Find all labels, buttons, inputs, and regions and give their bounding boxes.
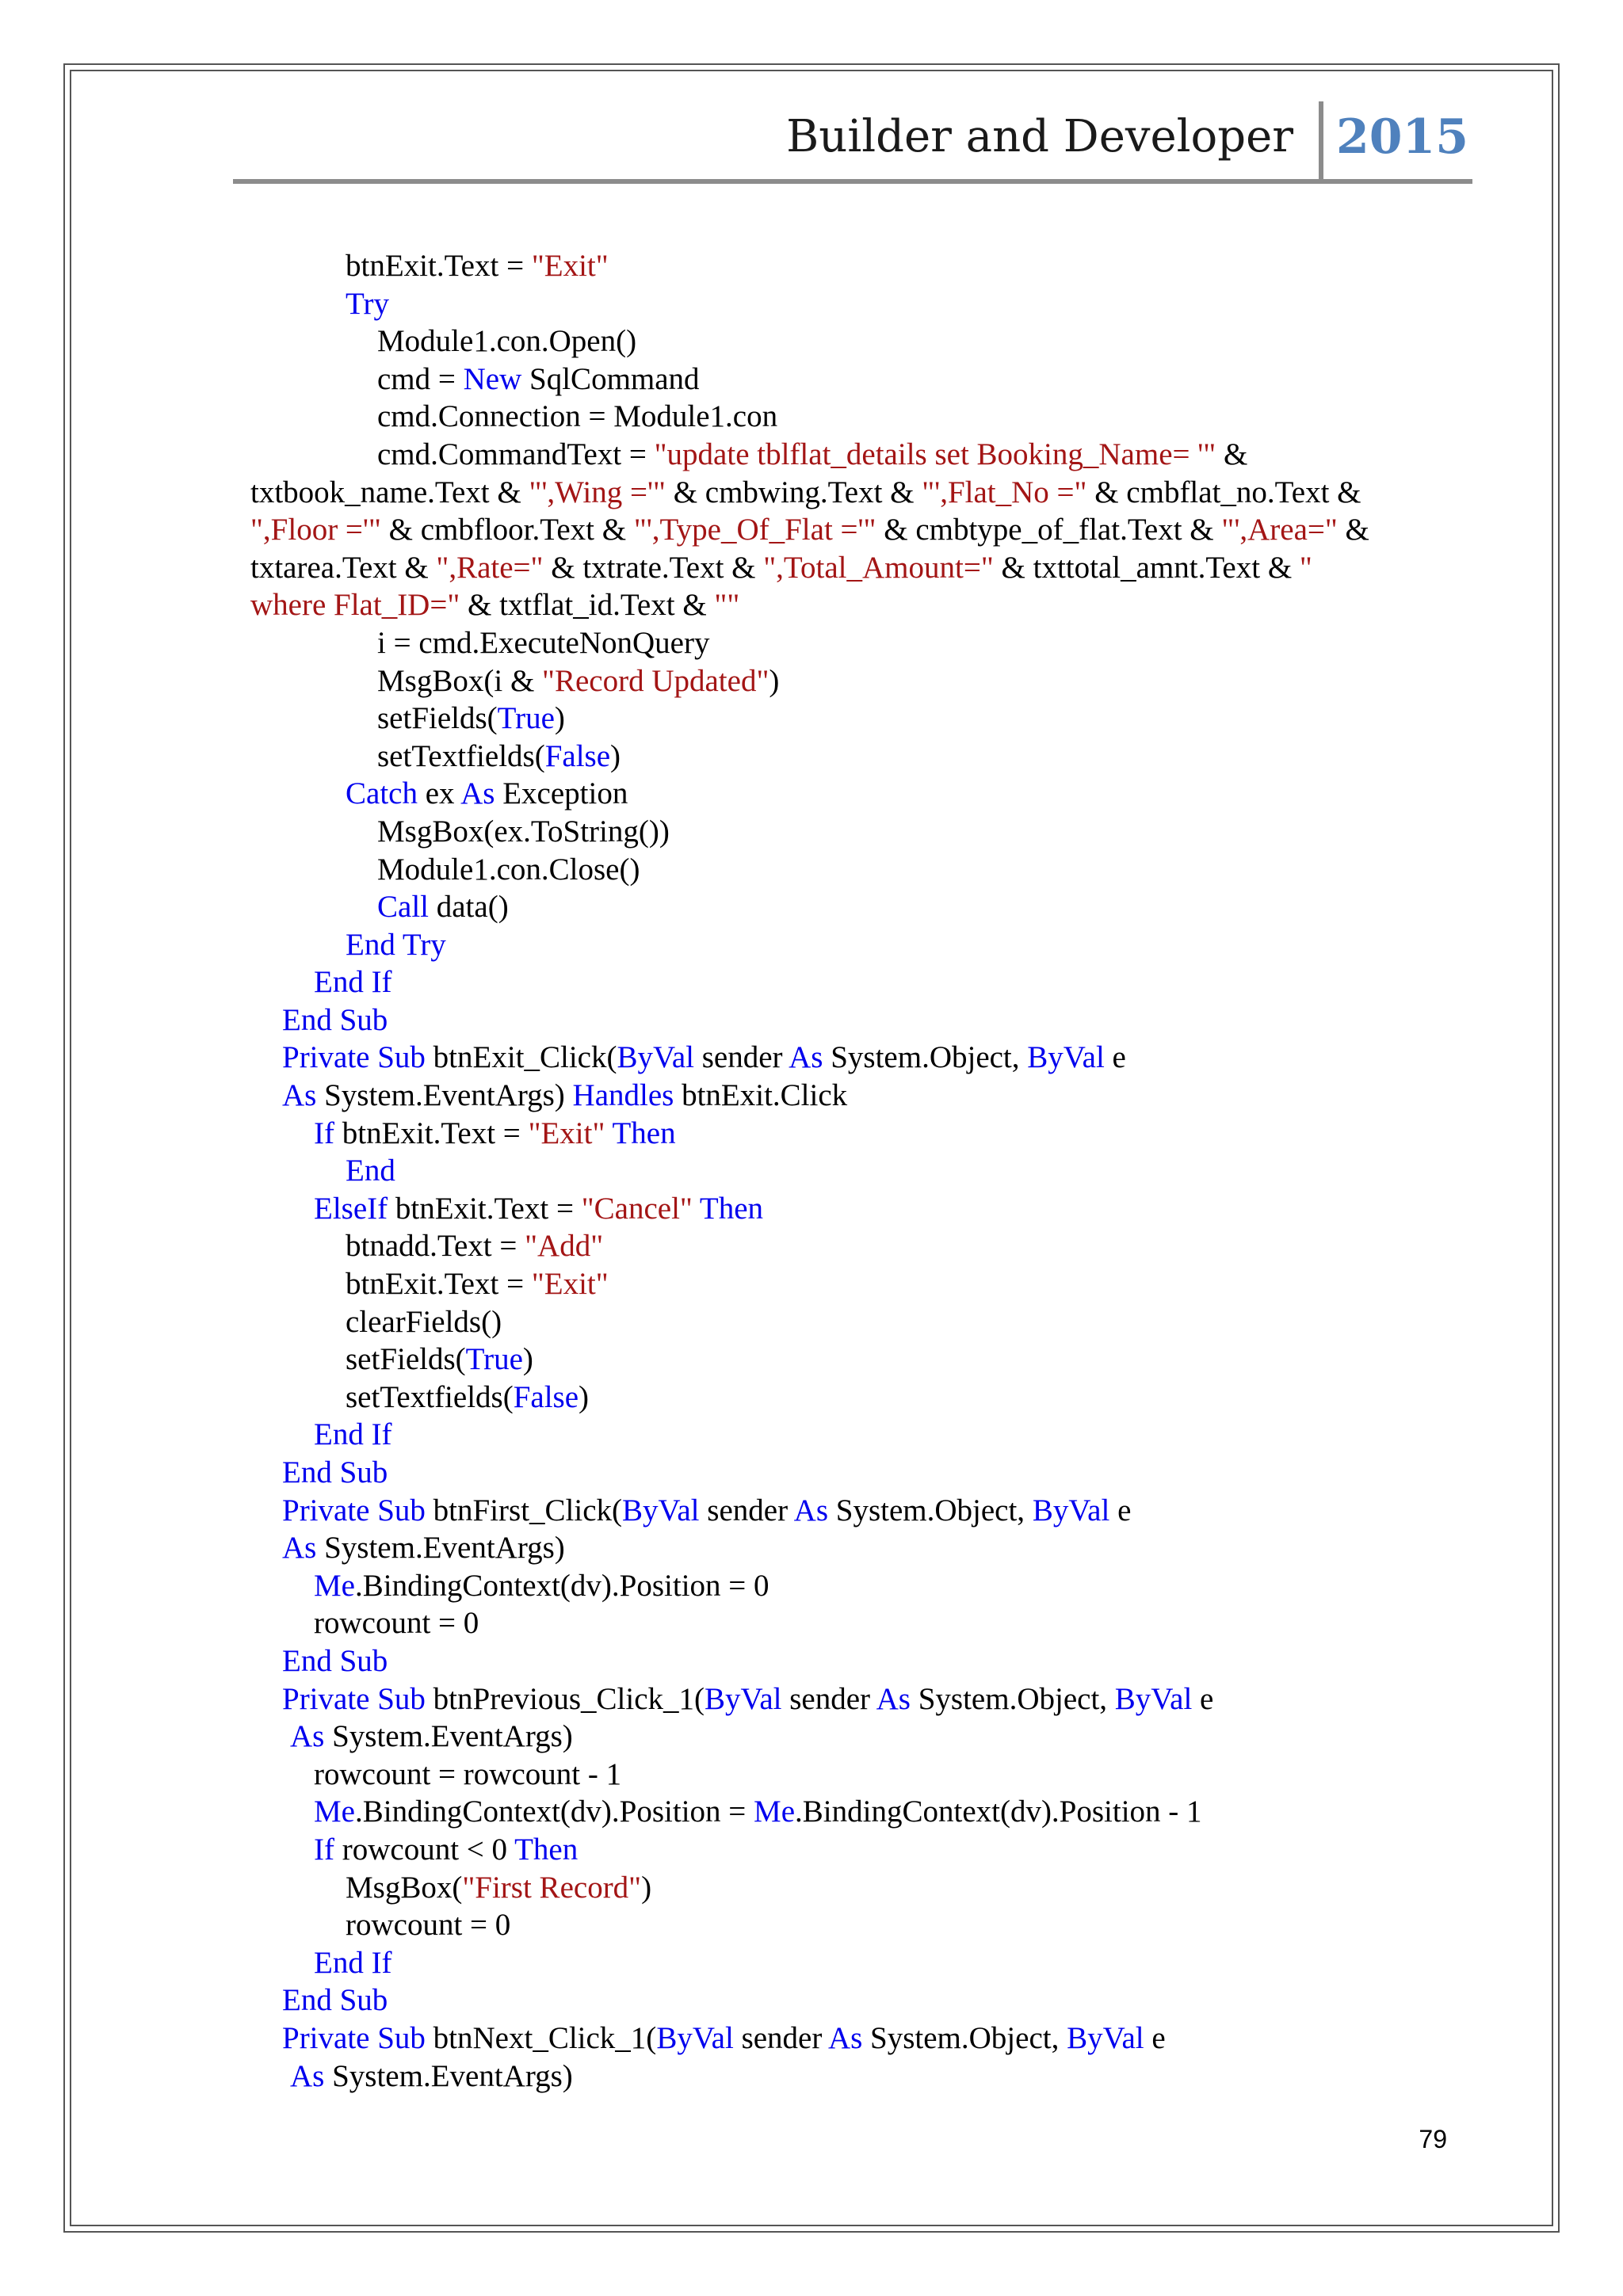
code-line — [250, 1115, 1463, 1153]
page-header — [233, 101, 1472, 184]
code-keyword: ByVal — [656, 2020, 734, 2055]
code-keyword: As — [876, 1681, 911, 1716]
code-keyword: False — [544, 738, 611, 773]
code-keyword: Private Sub — [282, 1493, 426, 1527]
code-listing — [250, 247, 1463, 2095]
code-keyword: End — [346, 1154, 395, 1188]
code-text: setTextfields( — [377, 738, 545, 773]
code-text — [693, 1192, 700, 1226]
code-string: where Flat_ID=" — [250, 588, 460, 623]
code-text: .BindingContext(dv).Position = 0 — [355, 1568, 769, 1603]
code-line — [250, 1831, 1463, 1869]
code-text: System.Object, — [862, 2020, 1067, 2055]
code-line — [250, 322, 1463, 360]
code-keyword: True — [465, 1342, 523, 1377]
code-keyword: ByVal — [617, 1040, 694, 1075]
code-line — [250, 662, 1463, 700]
code-text: txtbook_name.Text & — [250, 475, 529, 509]
code-keyword: ByVal — [1027, 1040, 1105, 1075]
header-divider — [1319, 101, 1323, 184]
code-line — [250, 1529, 1463, 1567]
code-keyword: ByVal — [705, 1681, 782, 1716]
code-text: ) — [769, 663, 780, 698]
code-text: MsgBox(ex.ToString()) — [377, 814, 670, 849]
code-text: cmd.CommandText = — [377, 437, 655, 471]
code-keyword: As — [282, 1531, 317, 1566]
code-text: sender — [733, 2020, 828, 2055]
code-keyword: ElseIf — [314, 1191, 388, 1226]
code-text: & — [1337, 513, 1369, 547]
code-string: "Cancel" — [581, 1191, 693, 1226]
code-text: ) — [522, 1342, 533, 1377]
code-line — [250, 1756, 1463, 1794]
code-text: ) — [579, 1379, 590, 1414]
code-text: sender — [693, 1040, 789, 1075]
code-line — [250, 1604, 1463, 1642]
code-line — [250, 549, 1463, 587]
code-keyword: If — [314, 1832, 334, 1867]
code-keyword: False — [513, 1379, 579, 1414]
code-text: setFields( — [377, 701, 498, 736]
header-title: Builder and Developer — [786, 111, 1293, 162]
code-text: System.Object, — [828, 1493, 1033, 1527]
code-string: "Record Updated" — [542, 663, 769, 698]
code-keyword: Try — [346, 286, 389, 321]
code-text: rowcount < 0 — [334, 1832, 515, 1867]
code-keyword: ByVal — [1067, 2020, 1144, 2055]
code-keyword: End Sub — [282, 1455, 388, 1489]
code-string: "Exit" — [531, 249, 609, 283]
code-text: rowcount = 0 — [314, 1606, 479, 1641]
code-keyword: As — [793, 1493, 828, 1527]
code-keyword: End If — [314, 1417, 392, 1452]
code-line — [250, 1567, 1463, 1605]
code-line — [250, 1227, 1463, 1265]
code-line — [250, 398, 1463, 436]
code-line — [250, 360, 1463, 399]
code-keyword: End Sub — [282, 1002, 388, 1037]
code-keyword: Call — [377, 890, 429, 925]
code-text: sender — [699, 1493, 794, 1527]
code-line — [250, 1981, 1463, 2019]
header-year: 2015 — [1336, 109, 1468, 165]
code-line — [250, 851, 1463, 889]
code-text: setFields( — [346, 1342, 466, 1377]
code-line — [250, 474, 1463, 512]
code-line — [250, 1152, 1463, 1190]
code-text: Module1.con.Open() — [377, 324, 637, 359]
code-keyword: ByVal — [622, 1493, 700, 1527]
code-line — [250, 1718, 1463, 1756]
code-line — [250, 1454, 1463, 1492]
code-line — [250, 738, 1463, 776]
code-keyword: End If — [314, 965, 392, 1000]
code-keyword: New — [463, 361, 522, 396]
code-line — [250, 1642, 1463, 1680]
code-line — [250, 1379, 1463, 1417]
code-line — [250, 1793, 1463, 1831]
code-text: ex — [417, 776, 461, 811]
code-line — [250, 247, 1463, 285]
code-keyword: As — [827, 2020, 863, 2055]
code-line — [250, 926, 1463, 964]
code-text: & txttotal_amnt.Text & — [993, 550, 1300, 585]
code-text: SqlCommand — [521, 361, 700, 396]
code-text: btnExit.Text = — [334, 1116, 529, 1150]
code-string: "Exit" — [531, 1267, 609, 1302]
page-number: 79 — [1419, 2125, 1447, 2153]
code-text: .BindingContext(dv).Position - 1 — [795, 1794, 1202, 1829]
code-text: & txtflat_id.Text & — [460, 588, 715, 623]
code-line — [250, 586, 1463, 624]
code-keyword: As — [282, 1078, 317, 1113]
code-text: btnExit_Click( — [425, 1040, 617, 1075]
code-keyword: End If — [314, 1945, 392, 1980]
code-string: "',Type_Of_Flat ='" — [633, 513, 876, 547]
code-text: data() — [429, 890, 509, 925]
code-line — [250, 1906, 1463, 1944]
code-keyword: Catch — [346, 776, 418, 811]
code-text: cmd.Connection = Module1.con — [377, 399, 778, 434]
code-text: btnExit.Text = — [346, 249, 532, 283]
code-keyword: ByVal — [1114, 1681, 1193, 1716]
code-text: MsgBox( — [346, 1870, 463, 1905]
code-line — [250, 1492, 1463, 1530]
code-line — [250, 1341, 1463, 1379]
code-line — [250, 1039, 1463, 1077]
code-text: MsgBox(i & — [377, 663, 543, 698]
code-text: & cmbfloor.Text & — [380, 513, 634, 547]
code-string: "" — [714, 588, 740, 623]
code-text: e — [1192, 1681, 1214, 1716]
code-text: btnNext_Click_1( — [425, 2020, 657, 2055]
code-text: sender — [781, 1681, 876, 1716]
code-string: "update tblflat_details set Booking_Name= '" — [654, 437, 1216, 471]
code-text: System.EventArgs) — [316, 1531, 565, 1566]
code-string: "',Wing ='" — [529, 475, 666, 509]
code-line — [250, 1265, 1463, 1303]
code-text: & cmbtype_of_flat.Text & — [876, 513, 1222, 547]
code-keyword: Me — [314, 1568, 355, 1603]
header-rule — [233, 179, 1472, 184]
code-string: " — [1299, 550, 1312, 585]
code-text: btnExit.Click — [674, 1078, 848, 1113]
code-text: rowcount = rowcount - 1 — [314, 1756, 622, 1791]
code-text: btnExit.Text = — [346, 1267, 532, 1302]
code-line — [250, 963, 1463, 1001]
code-text: System.Object, — [910, 1681, 1115, 1716]
code-keyword: Then — [514, 1832, 579, 1867]
code-string: "Add" — [525, 1229, 604, 1264]
code-keyword: True — [497, 701, 555, 736]
code-line — [250, 436, 1463, 474]
code-string: "Exit" — [528, 1116, 605, 1150]
code-keyword: As — [290, 1719, 325, 1754]
code-line — [250, 624, 1463, 662]
code-keyword: End Sub — [282, 1983, 388, 2018]
code-string: ",Floor ='" — [250, 513, 381, 547]
code-text: btnFirst_Click( — [425, 1493, 623, 1527]
code-keyword: Then — [699, 1191, 764, 1226]
code-line — [250, 2019, 1463, 2058]
code-line — [250, 1190, 1463, 1228]
code-text: rowcount = 0 — [346, 1908, 511, 1943]
code-text: & txtrate.Text & — [543, 550, 764, 585]
code-line — [250, 1869, 1463, 1907]
code-string: "First Record" — [462, 1870, 642, 1905]
code-keyword: ByVal — [1032, 1493, 1110, 1527]
code-line — [250, 813, 1463, 851]
code-line — [250, 888, 1463, 926]
code-text: btnadd.Text = — [346, 1229, 525, 1264]
code-text: & — [1216, 437, 1248, 471]
code-line — [250, 285, 1463, 323]
code-text: System.EventArgs) — [324, 1719, 573, 1754]
code-text: & cmbwing.Text & — [665, 475, 922, 509]
code-keyword: As — [290, 2058, 325, 2093]
code-keyword: Private Sub — [282, 1040, 426, 1075]
code-text: ) — [610, 738, 621, 773]
code-line — [250, 1944, 1463, 1982]
code-text: txtarea.Text & — [250, 550, 437, 585]
code-text: Module1.con.Close() — [377, 852, 640, 887]
code-keyword: If — [314, 1116, 334, 1150]
code-line — [250, 511, 1463, 549]
code-keyword: Handles — [572, 1078, 674, 1113]
code-text: ) — [641, 1870, 652, 1905]
code-text: clearFields() — [346, 1304, 502, 1339]
code-string: "',Area=" — [1221, 513, 1338, 547]
code-keyword: Private Sub — [282, 2020, 426, 2055]
code-keyword: As — [460, 776, 495, 811]
code-keyword: End Try — [346, 927, 446, 962]
code-text: i = cmd.ExecuteNonQuery — [377, 625, 710, 660]
code-text: ) — [554, 701, 565, 736]
code-line — [250, 775, 1463, 813]
code-line — [250, 1680, 1463, 1718]
code-line — [250, 2058, 1463, 2096]
code-keyword: Me — [754, 1794, 796, 1829]
code-keyword: End Sub — [282, 1643, 388, 1678]
code-line — [250, 1303, 1463, 1341]
code-text: e — [1109, 1493, 1132, 1527]
code-text: System.EventArgs) — [324, 2058, 573, 2093]
code-string: ",Total_Amount=" — [763, 550, 994, 585]
code-text: System.EventArgs) — [316, 1078, 573, 1113]
code-keyword: As — [789, 1040, 823, 1075]
code-text: Exception — [495, 776, 628, 811]
code-string: "',Flat_No =" — [922, 475, 1087, 509]
code-text: btnExit.Text = — [388, 1191, 582, 1226]
code-text: System.Object, — [823, 1040, 1028, 1075]
code-line — [250, 700, 1463, 738]
code-line — [250, 1077, 1463, 1115]
code-text: e — [1144, 2020, 1166, 2055]
code-keyword: Then — [612, 1116, 676, 1150]
code-text: & cmbflat_no.Text & — [1086, 475, 1361, 509]
code-line — [250, 1416, 1463, 1454]
code-text: cmd = — [377, 361, 464, 396]
code-string: ",Rate=" — [436, 550, 544, 585]
code-line — [250, 1001, 1463, 1039]
code-keyword: Me — [314, 1794, 355, 1829]
code-text: e — [1104, 1040, 1126, 1075]
code-text: btnPrevious_Click_1( — [425, 1681, 705, 1716]
code-text: .BindingContext(dv).Position = — [355, 1794, 754, 1829]
code-keyword: Private Sub — [282, 1681, 426, 1716]
code-text: setTextfields( — [346, 1379, 514, 1414]
